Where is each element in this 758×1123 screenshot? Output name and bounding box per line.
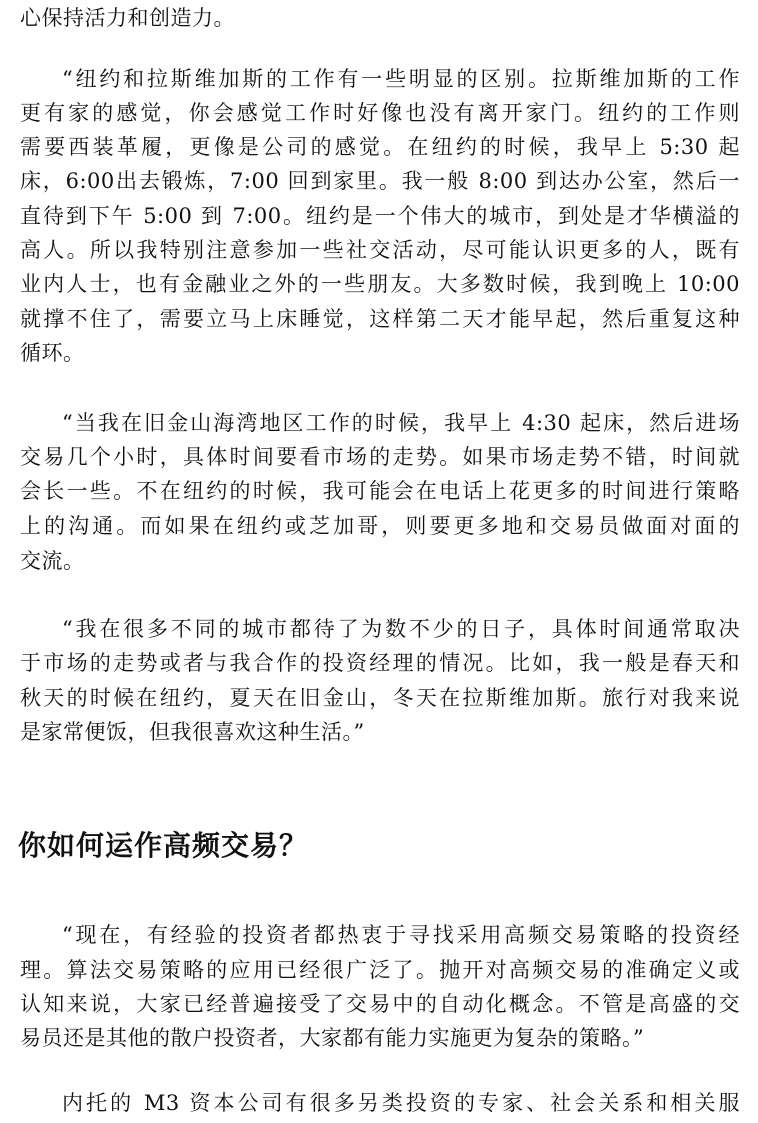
text-line: 理。算法交易策略的应用已经很广泛了。抛开对高频交易的准确定义或 — [20, 958, 740, 982]
section-heading: 你如何运作高频交易？ — [18, 829, 309, 862]
text-line: 上的沟通。而如果在纽约或芝加哥，则要更多地和交易员做面对面的 — [20, 514, 740, 538]
text-line: 心保持活力和创造力。 — [20, 6, 235, 30]
text-line: 于市场的走势或者与我合作的投资经理的情况。比如，我一般是春天和 — [20, 651, 740, 675]
text-line: 需要西装革履，更像是公司的感觉。在纽约的时候，我早上 5:30 起 — [20, 135, 740, 159]
text-line: “当我在旧金山海湾地区工作的时候，我早上 4:30 起床，然后进场 — [62, 411, 740, 435]
text-line: 交流。 — [20, 549, 85, 573]
text-line: 内托的 M3 资本公司有很多另类投资的专家、社会关系和相关服 — [62, 1091, 740, 1115]
text-line: 更有家的感觉，你会感觉工作时好像也没有离开家门。纽约的工作则 — [20, 101, 740, 125]
text-line: 秋天的时候在纽约，夏天在旧金山，冬天在拉斯维加斯。旅行对我来说 — [20, 686, 740, 710]
text-line: 交易几个小时，具体时间要看市场的走势。如果市场走势不错，时间就 — [20, 445, 740, 469]
text-line: 床，6:00出去锻炼，7:00 回到家里。我一般 8:00 到达办公室，然后一 — [20, 169, 740, 193]
text-line: 业内人士，也有金融业之外的一些朋友。大多数时候，我到晚上 10:00 — [20, 272, 740, 296]
text-line: “纽约和拉斯维加斯的工作有一些明显的区别。拉斯维加斯的工作 — [62, 67, 740, 91]
text-line: 高人。所以我特别注意参加一些社交活动，尽可能认识更多的人，既有 — [20, 238, 740, 262]
text-line: 直待到下午 5:00 到 7:00。纽约是一个伟大的城市，到处是才华横溢的 — [20, 204, 740, 228]
text-line: “现在，有经验的投资者都热衷于寻找采用高频交易策略的投资经 — [62, 923, 740, 947]
text-line: 易员还是其他的散户投资者，大家都有能力实施更为复杂的策略。” — [20, 1026, 645, 1050]
text-line: 循环。 — [20, 341, 85, 365]
text-line: 就撑不住了，需要立马上床睡觉，这样第二天才能早起，然后重复这种 — [20, 307, 740, 331]
text-line: 会长一些。不在纽约的时候，我可能会在电话上花更多的时间进行策略 — [20, 479, 740, 503]
text-line: 是家常便饭，但我很喜欢这种生活。” — [20, 720, 365, 744]
text-line: “我在很多不同的城市都待了为数不少的日子，具体时间通常取决 — [62, 617, 740, 641]
text-line: 认知来说，大家已经普遍接受了交易中的自动化概念。不管是高盛的交 — [20, 992, 740, 1016]
